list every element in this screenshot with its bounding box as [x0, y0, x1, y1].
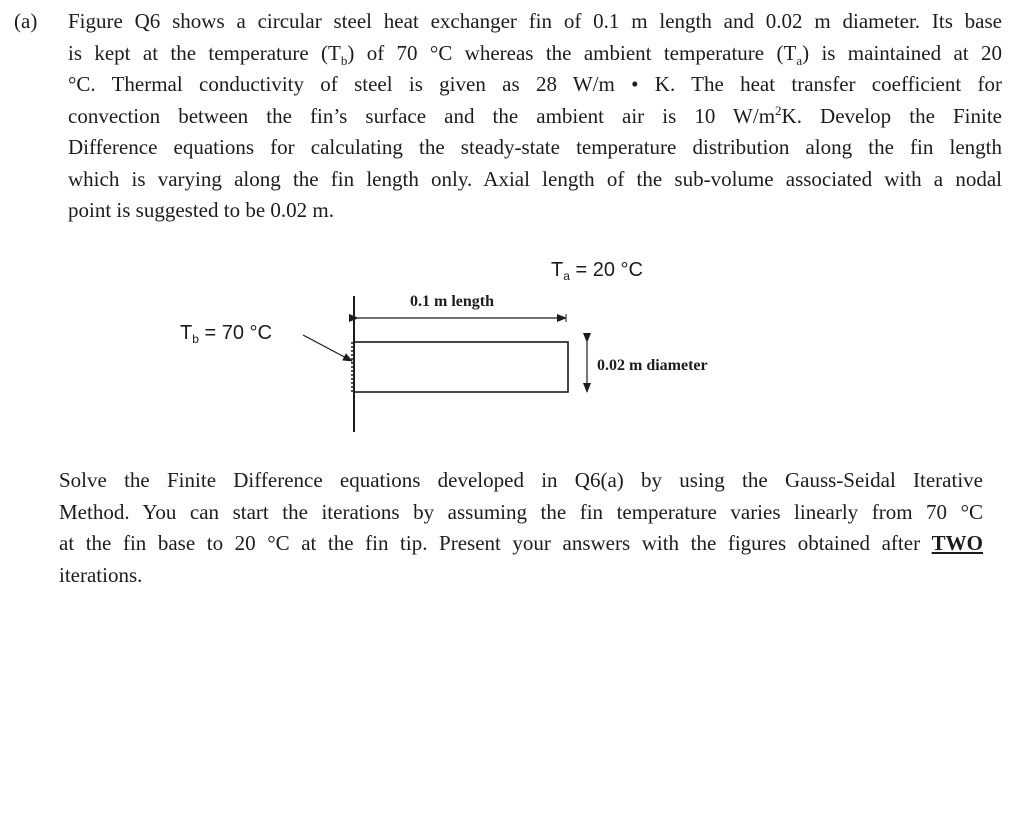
question-part-label: (a) [14, 9, 38, 33]
para2-line-1: Solve the Finite Difference equations developed in Q6(a) by using the Gauss-Seidal Iterative [59, 468, 983, 492]
para1-line-4: convection between the fin’s surface and the ambient air is 10 $W/m^2K$. Develop the Finite [68, 102, 1003, 128]
base-pointer-arrow [303, 335, 352, 361]
diameter-label: 0.02 m diameter [597, 357, 708, 374]
para1-line-6: which is varying along the fin length only. Axial length of the sub-volume associated with a nodal [68, 166, 1002, 191]
para2-line-4: iterations. [59, 562, 143, 587]
ambient-temperature-label: $T_a = 20$ °C [551, 259, 643, 283]
question-paragraph-a [68, 6, 1002, 227]
para2-line-2: Method. You can start the iterations by assuming the fin temperature varies linearly from 70 °C [59, 499, 983, 524]
length-label: 0.1 m length [410, 293, 494, 310]
para1-line-3: °C. Thermal conductivity of steel is given as 28 W/m • K. The heat transfer coefficient for [68, 72, 1002, 96]
base-temperature-label: $T_b = 70$ °C [180, 322, 272, 346]
emphasis-two: TWO [931, 531, 983, 555]
para2-line-3: at the fin base to 20 °C at the fin tip. Present your answers with the figures obtained after TWO [59, 531, 983, 555]
question-paragraph-b [59, 465, 983, 591]
para1-line-7: point is suggested to be 0.02 m. [68, 198, 334, 222]
para1-line-5: Difference equations for calculating the steady-state temperature distribution along the fin length [68, 135, 1002, 159]
fin-body [354, 342, 568, 392]
para1-line-1: Figure Q6 shows a circular steel heat exchanger fin of 0.1 m length and 0.02 m diameter. Its base [68, 9, 1002, 33]
para1-line-2: is kept at the temperature $(T_b)$ of 70 °C whereas the ambient temperature $(T_a)$ is maintained at 20 [68, 40, 1002, 68]
